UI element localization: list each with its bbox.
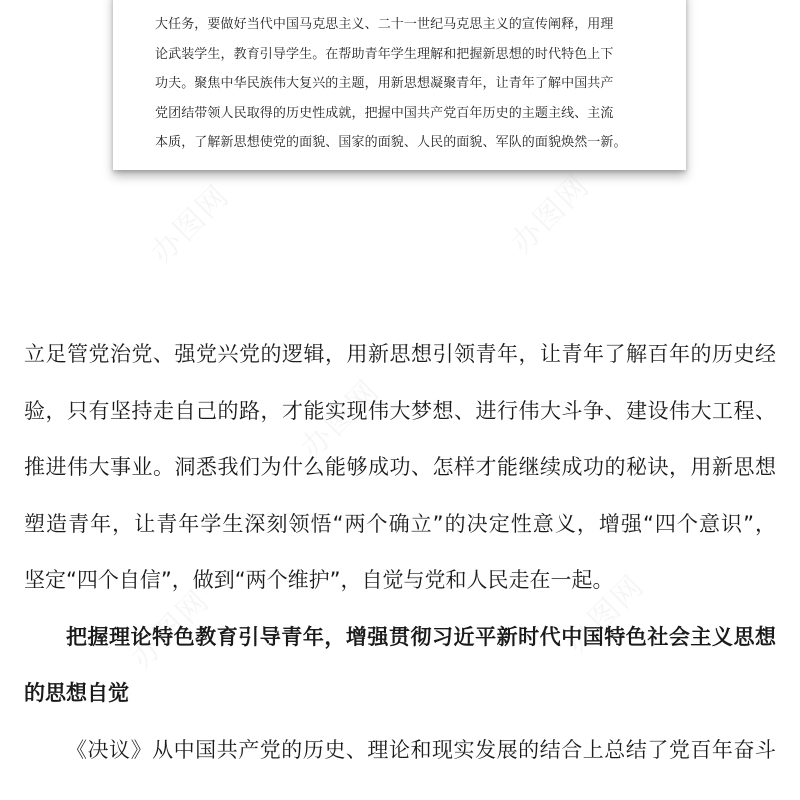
paragraph-line: 塑造青年，让青年学生深刻领悟“两个确立”的决定性意义，增强“四个意识”， — [24, 511, 776, 536]
paragraph-line: 验，只有坚持走自己的路，才能实现伟大梦想、进行伟大斗争、建设伟大工程、 — [24, 398, 776, 423]
card-line: 党团结带领人民取得的历史性成就，把握中国共产党百年历史的主题主线、主流 — [155, 105, 614, 121]
section-heading: 把握理论特色教育引导青年，增强贯彻习近平新时代中国特色社会主义思想 — [66, 624, 776, 649]
card-line: 论武装学生，教育引导学生。在帮助青年学生理解和把握新思想的时代特色上下 — [155, 46, 614, 62]
watermark: 办图网 — [144, 178, 237, 271]
watermark: 办图网 — [559, 568, 652, 661]
paragraph-line: 《决议》从中国共产党的历史、理论和现实发展的结合上总结了党百年奋斗 — [66, 737, 776, 762]
article-body — [24, 326, 776, 778]
paragraph-line: 立足管党治党、强党兴党的逻辑，用新思想引领青年，让青年了解百年的历史经 — [24, 342, 776, 366]
card-line: 本质，了解新思想使党的面貌、国家的面貌、人民的面貌、军队的面貌焕然一新。 — [155, 135, 627, 150]
card-line: 大任务，要做好当代中国马克思主义、二十一世纪马克思主义的宣传阐释，用理 — [155, 17, 614, 32]
watermark: 办图网 — [504, 168, 597, 261]
paragraph-line: 推进伟大事业。洞悉我们为什么能够成功、怎样才能继续成功的秘诀，用新思想 — [24, 455, 776, 479]
section-heading: 的思想自觉 — [24, 681, 129, 705]
paragraph-line: 坚定“四个自信”，做到“两个维护”，自觉与党和人民走在一起。 — [24, 568, 614, 592]
watermark: 办图网 — [294, 373, 387, 466]
card-line: 功夫。聚焦中华民族伟大复兴的主题，用新思想凝聚青年，让青年了解中国共产 — [155, 76, 614, 91]
quoted-card — [113, 0, 686, 170]
watermark: 办图网 — [124, 583, 217, 676]
